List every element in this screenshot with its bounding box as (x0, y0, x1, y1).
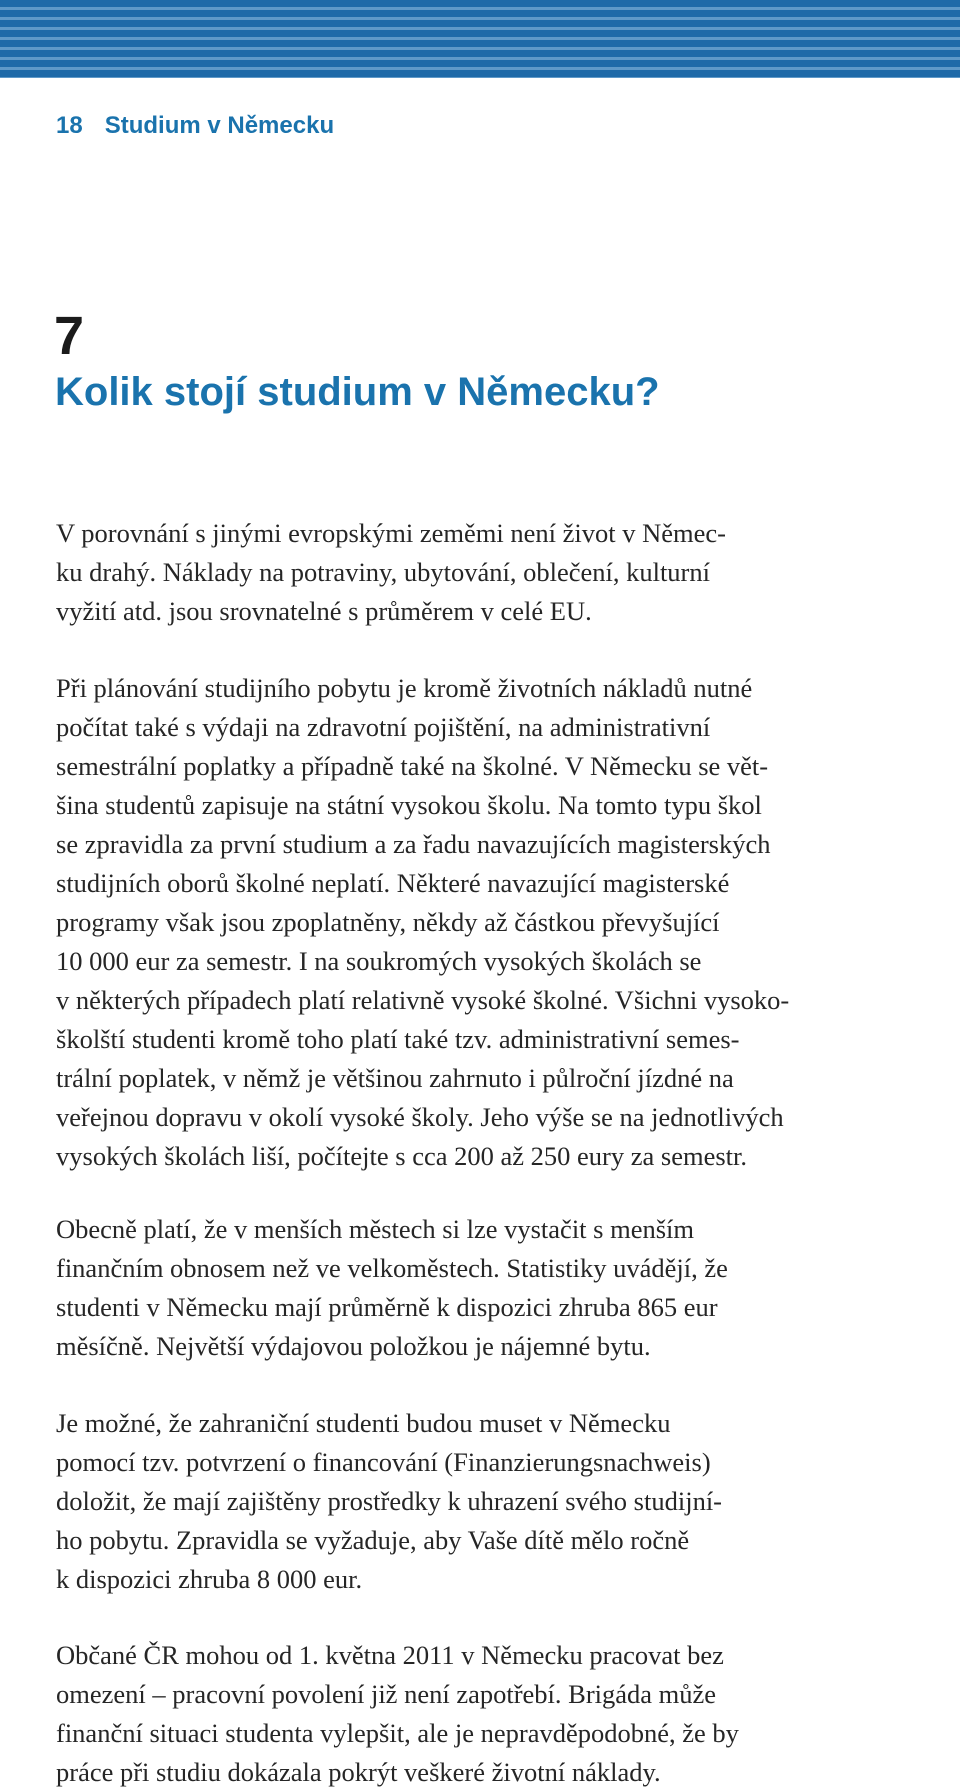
text-line: měsíčně. Největší výdajovou položkou je nájemné bytu. (56, 1331, 651, 1361)
chapter-title: Kolik stojí studium v Německu? (55, 370, 660, 414)
text-line: vyžití atd. jsou srovnatelné s průměrem v celé EU. (56, 596, 592, 626)
text-line: programy však jsou zpoplatněny, někdy až částkou převyšující (56, 907, 720, 937)
text-line: práce při studiu dokázala pokrýt veškeré životní náklady. (56, 1757, 661, 1787)
running-header (56, 112, 334, 140)
text-line: veřejnou dopravu v okolí vysoké školy. Jeho výše se na jednotlivých (56, 1102, 784, 1132)
paragraph-3 (56, 1210, 876, 1366)
text-line: 10 000 eur za semestr. I na soukromých vysokých školách se (56, 946, 702, 976)
text-line: Při plánování studijního pobytu je kromě životních nákladů nutné (56, 673, 753, 703)
text-line: školští studenti kromě toho platí také tzv. administrativní semes- (56, 1024, 740, 1054)
text-line: studenti v Německu mají průměrně k dispozici zhruba 865 eur (56, 1292, 718, 1322)
text-line: studijních oborů školné neplatí. Některé navazující magisterské (56, 868, 730, 898)
text-line: Obecně platí, že v menších městech si lze vystačit s menším (56, 1214, 695, 1244)
text-line: k dispozici zhruba 8 000 eur. (56, 1564, 363, 1594)
text-line: trální poplatek, v němž je většinou zahrnuto i půlroční jízdné na (56, 1063, 734, 1093)
decorative-stripe-band (0, 0, 960, 78)
section-title: Studium v Německu (104, 112, 335, 139)
text-line: ho pobytu. Zpravidla se vyžaduje, aby Vaše dítě mělo ročně (56, 1525, 690, 1555)
text-line: počítat také s výdaji na zdravotní pojištění, na administrativní (56, 712, 711, 742)
text-line: V porovnání s jinými evropskými zeměmi není život v Němec- (56, 518, 726, 548)
text-line: se zpravidla za první studium a za řadu navazujících magisterských (56, 829, 771, 859)
paragraph-2 (56, 669, 876, 1176)
text-line: Občané ČR mohou od 1. května 2011 v Německu pracovat bez (56, 1640, 724, 1670)
paragraph-1 (56, 514, 876, 631)
text-line: ku drahý. Náklady na potraviny, ubytování, oblečení, kulturní (56, 557, 710, 587)
chapter-number: 7 (54, 306, 85, 366)
paragraph-5 (56, 1636, 876, 1792)
page-number: 18 (56, 112, 83, 139)
text-line: pomocí tzv. potvrzení o financování (Finanzierungsnachweis) (56, 1447, 711, 1477)
text-line: v některých případech platí relativně vysoké školné. Všichni vysoko- (56, 985, 790, 1015)
text-line: Je možné, že zahraniční studenti budou muset v Německu (56, 1408, 671, 1438)
text-line: finančním obnosem než ve velkoměstech. Statistiky uvádějí, že (56, 1253, 728, 1283)
paragraph-4 (56, 1404, 876, 1599)
text-line: finanční situaci studenta vylepšit, ale je nepravděpodobné, že by (56, 1718, 739, 1748)
text-line: omezení – pracovní povolení již není zapotřebí. Brigáda může (56, 1679, 717, 1709)
text-line: doložit, že mají zajištěny prostředky k uhrazení svého studijní- (56, 1486, 723, 1516)
text-line: vysokých školách liší, počítejte s cca 200 až 250 eury za semestr. (56, 1141, 748, 1171)
text-line: semestrální poplatky a případně také na školné. V Německu se vět- (56, 751, 769, 781)
text-line: šina studentů zapisuje na státní vysokou školu. Na tomto typu škol (56, 790, 762, 820)
